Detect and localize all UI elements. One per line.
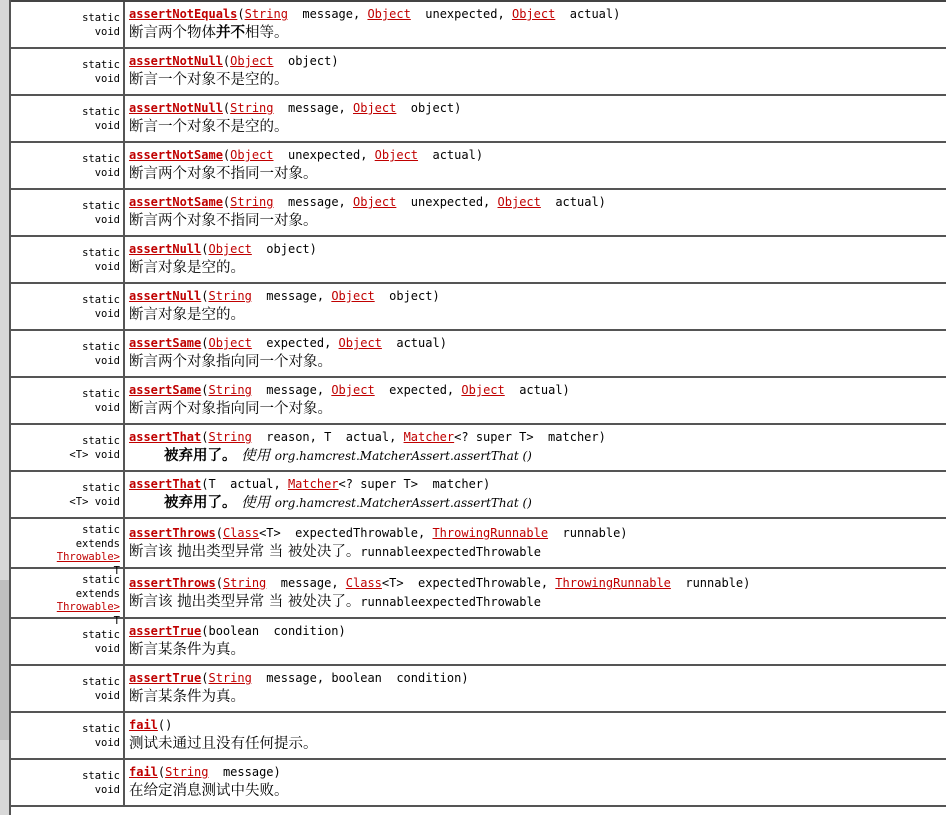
modifier-static: static — [82, 482, 120, 494]
modifier-static: static — [82, 247, 120, 259]
modifier-cell — [11, 666, 125, 711]
method-cell — [125, 378, 946, 423]
signature-text: actual) — [504, 383, 570, 397]
method-row — [11, 619, 946, 666]
modifier-cell — [11, 569, 125, 627]
method-signature — [129, 7, 946, 22]
type-link[interactable]: Object — [374, 148, 419, 162]
method-signature — [129, 576, 946, 591]
method-row — [11, 760, 946, 807]
modifier-generic-bound — [11, 588, 120, 615]
modifier-return-type: void — [94, 783, 120, 796]
signature-text: () — [157, 718, 173, 732]
method-signature — [129, 765, 946, 780]
modifier-cell — [11, 519, 125, 577]
signature-text: ( — [201, 289, 209, 303]
modifier-cell — [11, 237, 125, 282]
modifier-cell — [11, 49, 125, 94]
signature-text: ( — [222, 54, 231, 68]
modifier-cell — [11, 2, 125, 47]
signature-text: message) — [208, 765, 281, 779]
signature-text: ( — [237, 7, 245, 21]
method-cell — [125, 143, 946, 188]
signature-text: unexpected, — [410, 7, 512, 21]
modifier-extends: extends — [75, 537, 120, 550]
description-text: 断言两个对象指向同一个对象。 — [129, 354, 332, 370]
signature-text: ( — [157, 765, 166, 779]
type-link[interactable]: String — [208, 383, 252, 397]
modifier-return-type: void — [94, 401, 120, 414]
modifier-return-type: <T> void — [69, 495, 120, 508]
signature-text: message, boolean condition) — [251, 671, 469, 685]
modifier-cell — [11, 472, 125, 517]
description-text: 断言两个物体 — [129, 25, 216, 41]
method-description — [129, 117, 946, 137]
modifier-return-type: T — [113, 614, 120, 627]
method-row — [11, 2, 946, 49]
method-signature — [129, 242, 946, 257]
type-link[interactable]: Class — [222, 526, 260, 540]
signature-text: message, — [251, 383, 332, 397]
signature-text: unexpected, — [396, 195, 498, 209]
modifier-cell — [11, 378, 125, 423]
signature-text: ( — [215, 576, 223, 590]
method-row — [11, 49, 946, 96]
type-link[interactable]: Object — [230, 54, 274, 68]
method-description — [129, 211, 946, 231]
method-signature — [129, 148, 946, 163]
modifier-cell — [11, 760, 125, 805]
description-text: 在给定消息测试中失败。 — [129, 783, 289, 799]
method-row — [11, 378, 946, 425]
modifier-return-type: void — [94, 119, 120, 132]
method-description — [129, 734, 946, 754]
method-name-link[interactable]: assertNotSame — [129, 195, 223, 209]
method-description — [129, 542, 946, 562]
modifier-static: static — [82, 629, 120, 641]
signature-text: <T> expectedThrowable, — [381, 576, 556, 590]
signature-text: actual) — [555, 7, 621, 21]
method-name-link[interactable]: assertNotNull — [129, 101, 223, 115]
method-name-link[interactable]: assertTrue — [129, 624, 202, 638]
type-link[interactable]: Object — [230, 148, 274, 162]
method-description — [129, 640, 946, 660]
modifier-static: static — [82, 59, 120, 71]
method-cell — [125, 713, 946, 758]
method-name-link[interactable]: assertThrows — [129, 576, 216, 590]
code-text: runnableexpectedThrowable — [360, 545, 541, 559]
signature-text: ( — [215, 526, 223, 540]
replacement-reference: org.hamcrest.MatcherAssert.assertThat () — [274, 496, 532, 510]
method-signature — [129, 718, 946, 733]
signature-text: <T> expectedThrowable, — [259, 526, 433, 540]
type-link[interactable]: Object — [208, 336, 252, 350]
modifier-return-type: void — [94, 166, 120, 179]
code-text: runnableexpectedThrowable — [360, 595, 541, 609]
method-name-link[interactable]: assertSame — [129, 383, 202, 397]
method-row — [11, 472, 946, 519]
modifier-static: static — [82, 106, 120, 118]
modifier-return-type: void — [94, 213, 120, 226]
signature-text: (T actual, — [201, 477, 288, 491]
type-link[interactable]: Object — [511, 7, 556, 21]
description-text: 被弃用了。 — [164, 448, 237, 464]
modifier-return-type: void — [94, 307, 120, 320]
modifier-return-type: void — [94, 689, 120, 702]
modifier-cell — [11, 425, 125, 470]
type-link[interactable]: Object — [208, 242, 252, 256]
method-row — [11, 666, 946, 713]
signature-text: runnable) — [670, 576, 751, 590]
method-description — [129, 781, 946, 801]
signature-text: expected, — [251, 336, 339, 350]
signature-text: object) — [251, 242, 317, 256]
modifier-cell — [11, 713, 125, 758]
method-name-link[interactable]: assertThat — [129, 430, 202, 444]
type-link[interactable]: Class — [345, 576, 382, 590]
type-link[interactable]: String — [165, 765, 209, 779]
signature-text: expected, — [374, 383, 462, 397]
description-text: 断言对象是空的。 — [129, 307, 245, 323]
left-scroll-gutter[interactable] — [0, 0, 11, 815]
type-link[interactable]: Object — [367, 7, 411, 21]
method-signature — [129, 383, 946, 398]
method-description — [129, 592, 946, 612]
signature-text: (boolean condition) — [201, 624, 346, 638]
modifier-return-type: T — [113, 564, 120, 577]
method-row — [11, 190, 946, 237]
description-text: 使用 — [241, 495, 271, 511]
throwable-type-link[interactable]: Throwable> — [56, 551, 120, 563]
signature-text: runnable) — [548, 526, 628, 540]
method-cell — [125, 237, 946, 282]
replacement-reference: org.hamcrest.MatcherAssert.assertThat () — [274, 449, 532, 463]
signature-text: message, — [251, 289, 332, 303]
method-row — [11, 96, 946, 143]
description-text: 断言一个对象不是空的。 — [129, 119, 289, 135]
modifier-static: static — [82, 12, 120, 24]
method-signature — [129, 54, 946, 69]
method-description — [129, 164, 946, 184]
modifier-static: static — [82, 294, 120, 306]
modifier-static: static — [82, 153, 120, 165]
description-text: 断言该 抛出类型异常 当 被处决了。 — [129, 594, 361, 610]
method-cell — [125, 284, 946, 329]
method-description — [129, 258, 946, 278]
description-text: 断言该 抛出类型异常 当 被处决了。 — [129, 544, 361, 560]
method-name-link[interactable]: fail — [129, 718, 158, 732]
modifier-static: static — [82, 574, 120, 586]
modifier-static: static — [82, 435, 120, 447]
modifier-return-type: void — [94, 72, 120, 85]
method-signature — [129, 101, 946, 116]
signature-text: object) — [396, 101, 462, 115]
method-description — [129, 23, 946, 43]
signature-text: message, — [287, 7, 368, 21]
type-link[interactable]: Object — [353, 195, 397, 209]
method-cell — [125, 472, 946, 517]
method-cell — [125, 331, 946, 376]
type-link[interactable]: Matcher — [287, 477, 339, 491]
method-row — [11, 425, 946, 472]
signature-text: actual) — [381, 336, 447, 350]
method-signature — [129, 671, 946, 686]
method-cell — [125, 190, 946, 235]
method-row — [11, 713, 946, 760]
method-signature — [129, 430, 946, 445]
method-row — [11, 143, 946, 190]
method-name-link[interactable]: assertThat — [129, 477, 202, 491]
method-cell — [125, 96, 946, 141]
modifier-cell — [11, 331, 125, 376]
method-name-link[interactable]: assertTrue — [129, 671, 202, 685]
method-row — [11, 569, 946, 627]
modifier-return-type: void — [94, 25, 120, 38]
method-description — [129, 70, 946, 90]
type-link[interactable]: ThrowingRunnable — [432, 526, 549, 540]
method-name-link[interactable]: fail — [129, 765, 158, 779]
type-link[interactable]: Object — [461, 383, 505, 397]
deprecation-note — [129, 493, 946, 513]
signature-text: unexpected, — [273, 148, 375, 162]
signature-text: reason, T actual, — [251, 430, 404, 444]
modifier-extends: extends — [75, 587, 120, 600]
modifier-generic-bound — [11, 538, 120, 565]
method-signature — [129, 624, 946, 639]
method-name-link[interactable]: assertNotEquals — [129, 7, 238, 21]
method-signature — [129, 195, 946, 210]
method-cell — [125, 519, 946, 567]
signature-text: <? super T> matcher) — [338, 477, 491, 491]
method-description — [129, 352, 946, 372]
modifier-static: static — [82, 524, 120, 536]
method-cell — [125, 619, 946, 664]
type-link[interactable]: String — [222, 576, 267, 590]
modifier-static: static — [82, 770, 120, 782]
description-text: 断言一个对象不是空的。 — [129, 72, 289, 88]
method-cell — [125, 569, 946, 617]
signature-text: object) — [374, 289, 440, 303]
type-link[interactable]: String — [208, 430, 252, 444]
modifier-static: static — [82, 388, 120, 400]
method-cell — [125, 425, 946, 470]
method-cell — [125, 2, 946, 47]
description-text: 断言某条件为真。 — [129, 642, 245, 658]
signature-text: actual) — [540, 195, 606, 209]
description-text: 并不 — [216, 25, 245, 41]
signature-text: ( — [222, 148, 231, 162]
modifier-cell — [11, 619, 125, 664]
type-link[interactable]: String — [208, 671, 252, 685]
method-row — [11, 237, 946, 284]
modifier-cell — [11, 96, 125, 141]
method-name-link[interactable]: assertNotNull — [129, 54, 223, 68]
method-description — [129, 305, 946, 325]
method-name-link[interactable]: assertSame — [129, 336, 202, 350]
method-name-link[interactable]: assertNull — [129, 289, 202, 303]
method-name-link[interactable]: assertNull — [129, 242, 202, 256]
type-link[interactable]: Object — [353, 101, 397, 115]
signature-text: ( — [222, 101, 231, 115]
method-name-link[interactable]: assertThrows — [129, 526, 216, 540]
type-link[interactable]: ThrowingRunnable — [555, 576, 671, 590]
description-text: 断言两个对象不指同一对象。 — [129, 166, 318, 182]
signature-text: ( — [201, 383, 209, 397]
modifier-cell — [11, 190, 125, 235]
signature-text: message, — [273, 195, 353, 209]
signature-text: <? super T> matcher) — [454, 430, 606, 444]
type-link[interactable]: Matcher — [403, 430, 455, 444]
type-link[interactable]: Object — [331, 289, 375, 303]
method-row — [11, 331, 946, 378]
signature-text: ( — [201, 242, 209, 256]
type-link[interactable]: String — [244, 7, 288, 21]
method-cell — [125, 49, 946, 94]
modifier-return-type: void — [94, 260, 120, 273]
type-link[interactable]: String — [230, 101, 274, 115]
scroll-thumb[interactable] — [0, 580, 9, 740]
deprecation-note — [129, 446, 946, 466]
type-link[interactable]: String — [230, 195, 274, 209]
signature-text: ( — [201, 336, 209, 350]
type-link[interactable]: Object — [331, 383, 375, 397]
modifier-cell — [11, 143, 125, 188]
modifier-return-type: <T> void — [69, 448, 120, 461]
description-text: 断言某条件为真。 — [129, 689, 245, 705]
throwable-type-link[interactable]: Throwable> — [56, 601, 120, 613]
description-text: 断言对象是空的。 — [129, 260, 245, 276]
description-text: 使用 — [241, 448, 271, 464]
method-signature — [129, 526, 946, 541]
method-row — [11, 284, 946, 331]
method-name-link[interactable]: assertNotSame — [129, 148, 223, 162]
signature-text: message, — [273, 101, 353, 115]
method-description — [129, 687, 946, 707]
signature-text: ( — [222, 195, 231, 209]
method-signature — [129, 289, 946, 304]
method-cell — [125, 760, 946, 805]
type-link[interactable]: Object — [497, 195, 541, 209]
description-text: 断言两个对象指向同一个对象。 — [129, 401, 332, 417]
signature-text: object) — [273, 54, 339, 68]
signature-text: ( — [201, 430, 209, 444]
modifier-cell — [11, 284, 125, 329]
modifier-static: static — [82, 200, 120, 212]
description-text: 被弃用了。 — [164, 495, 237, 511]
signature-text: message, — [266, 576, 346, 590]
method-summary-table — [11, 0, 946, 815]
method-signature — [129, 477, 946, 492]
signature-text: ( — [201, 671, 209, 685]
signature-text: actual) — [418, 148, 484, 162]
modifier-static: static — [82, 341, 120, 353]
description-text: 相等。 — [245, 25, 289, 41]
method-row — [11, 519, 946, 577]
modifier-return-type: void — [94, 642, 120, 655]
modifier-static: static — [82, 723, 120, 735]
modifier-return-type: void — [94, 736, 120, 749]
type-link[interactable]: Object — [338, 336, 382, 350]
description-text: 测试未通过且没有任何提示。 — [129, 736, 318, 752]
description-text: 断言两个对象不指同一对象。 — [129, 213, 318, 229]
method-description — [129, 399, 946, 419]
modifier-return-type: void — [94, 354, 120, 367]
method-cell — [125, 666, 946, 711]
method-signature — [129, 336, 946, 351]
type-link[interactable]: String — [208, 289, 252, 303]
modifier-static: static — [82, 676, 120, 688]
